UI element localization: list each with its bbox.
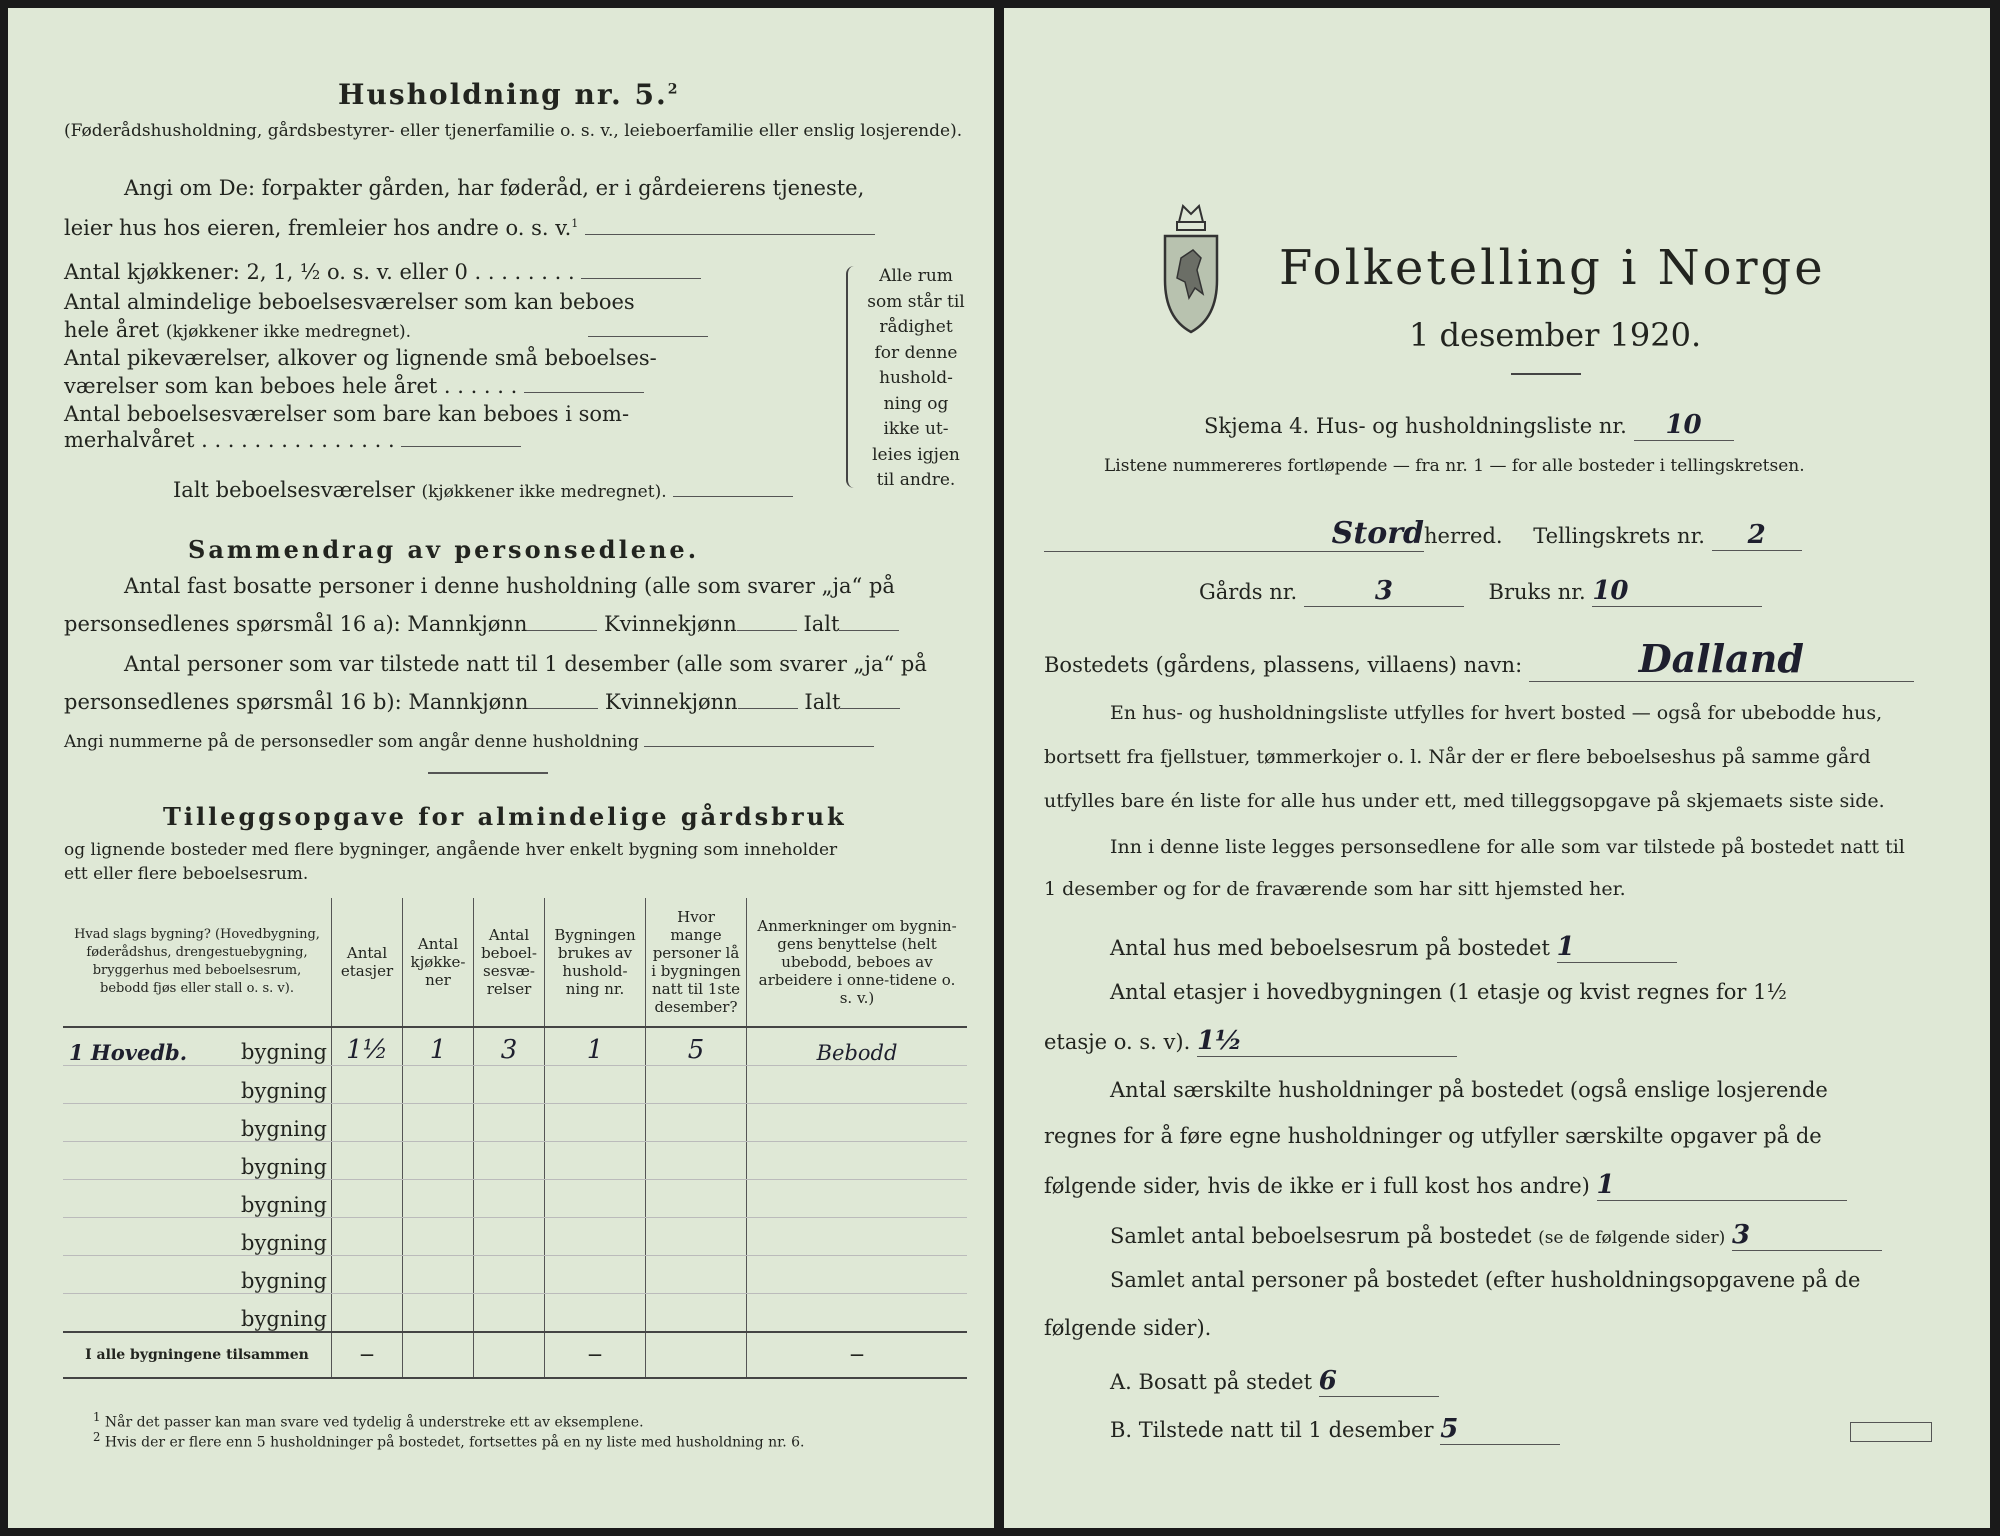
hus-field[interactable]: 1: [1557, 932, 1677, 963]
tilstede-label: B. Tilstede natt til 1 desember: [1110, 1418, 1434, 1442]
cell-personer[interactable]: [646, 1256, 747, 1294]
cell-personer[interactable]: [646, 1218, 747, 1256]
divider: [428, 772, 548, 774]
angi-line2: leier hus hos eieren, fremleier hos andre o. s. v.: [64, 216, 572, 240]
side-note-line: Alle rum: [879, 266, 953, 286]
total-label: I alle bygningene tilsammen: [63, 1332, 332, 1378]
q-kjokkener-row: [64, 260, 701, 284]
side-note-brace: [846, 266, 862, 488]
left-page: [8, 8, 994, 1528]
table-row: [63, 1027, 967, 1066]
gards-field[interactable]: 3: [1304, 576, 1464, 607]
cell-personer[interactable]: [646, 1294, 747, 1333]
rum-field[interactable]: 3: [1732, 1220, 1882, 1251]
sum-tilst-mann-field[interactable]: [528, 708, 598, 709]
etasjer-field[interactable]: 1½: [1197, 1026, 1457, 1057]
q-alm-answer[interactable]: [588, 336, 708, 337]
cell-bygning[interactable]: bygning: [63, 1066, 332, 1104]
cell-kjokkener[interactable]: 1: [403, 1027, 474, 1066]
side-note-line: til andre.: [876, 470, 956, 490]
numbering-note: Listene nummereres fortløpende — fra nr. 1 — for alle bosteder i tellingskretsen.: [1104, 456, 1805, 476]
census-date: 1 desember 1920.: [1409, 316, 1702, 354]
cell-anm[interactable]: [747, 1256, 968, 1294]
cell-anm[interactable]: [747, 1104, 968, 1142]
q-ialt-row: [173, 478, 793, 502]
cell-kjokkener[interactable]: [403, 1142, 474, 1180]
krets-label: Tellingskrets nr.: [1533, 524, 1705, 548]
q-sommer1: Antal beboelsesværelser som bare kan beboes i som-: [64, 402, 630, 426]
household-subtitle: (Føderådshusholdning, gårdsbestyrer- eller tjenerfamilie o. s. v., leieboerfamilie eller enslig losjerende).: [64, 121, 963, 141]
instr-2: bortsett fra fjellstuer, tømmerkojer o. l. Når der er flere beboelseshus på samme gård: [1044, 746, 1871, 768]
cell-kjokkener[interactable]: [403, 1256, 474, 1294]
footnote-2-row: $^2$ Hvis der er flere enn 5 husholdninger på bostedet, fortsettes på en ny liste med husholdning nr. 6.: [93, 1430, 805, 1451]
title-divider: [1511, 373, 1581, 375]
hush-label1: Antal særskilte husholdninger på bostedet (også enslige losjerende: [1110, 1078, 1828, 1102]
sum-tilst-ialt: Ialt: [804, 690, 841, 714]
side-note-line: rådighet: [879, 317, 953, 337]
angi-line1: Angi om De: forpakter gården, har føderåd, er i gårdeierens tjeneste,: [124, 176, 865, 200]
q-pike2: værelser som kan beboes hele året . . . . . .: [64, 374, 518, 398]
cell-rum[interactable]: [474, 1180, 545, 1218]
cell-kjokkener[interactable]: [403, 1218, 474, 1256]
footnote-1: Når det passer kan man svare ved tydelig å understreke ett av eksemplene.: [104, 1414, 644, 1431]
q-sommer2: merhalvåret . . . . . . . . . . . . . . .: [64, 428, 395, 452]
herred-row: [1044, 516, 1802, 552]
herred-field[interactable]: Stord: [1044, 516, 1424, 552]
col-rum-header: Antal beboel-sesvæ-relser: [474, 898, 545, 1027]
skjema-label: Skjema 4. Hus- og husholdningsliste nr.: [1204, 414, 1627, 438]
krets-field[interactable]: 2: [1712, 520, 1802, 551]
rum-note: (se de følgende sider): [1538, 1228, 1726, 1248]
cell-bygning[interactable]: bygning: [63, 1256, 332, 1294]
cell-bygning[interactable]: bygning: [63, 1180, 332, 1218]
cell-husholdning[interactable]: [545, 1066, 646, 1104]
col-bygning-header: Hvad slags bygning? (Hovedbygning, føderådshus, drengestuebygning, bryggerhus med beboelsesrum, bebodd fjøs eller stall o. s. v).: [63, 898, 332, 1027]
footnote-2: Hvis der er flere enn 5 husholdninger på bostedet, fortsettes på en ny liste med husholdning nr. 6.: [104, 1434, 805, 1451]
cell-personer[interactable]: [646, 1142, 747, 1180]
table-row: [63, 1104, 967, 1142]
sum-nummer: Angi nummerne på de personsedler som angår denne husholdning: [64, 732, 639, 752]
footnote-1-row: $^1$ Når det passer kan man svare ved tydelig å understreke ett av eksemplene.: [93, 1410, 644, 1431]
cell-etasjer[interactable]: [332, 1180, 403, 1218]
side-note-line: hushold-: [879, 368, 953, 388]
q-ialt: Ialt beboelsesværelser: [173, 478, 415, 502]
cell-etasjer[interactable]: [332, 1104, 403, 1142]
total-cell[interactable]: —: [545, 1332, 646, 1378]
tilstede-row: [1110, 1414, 1560, 1445]
side-note-line: leies igjen: [872, 444, 960, 465]
etasjer-row: [1044, 1026, 1457, 1057]
cell-anm[interactable]: [747, 1066, 968, 1104]
pers-label1: Samlet antal personer på bostedet (efter husholdningsopgavene på de: [1110, 1268, 1861, 1292]
tillegg-title: Tilleggsopgave for almindelige gårdsbruk: [163, 802, 847, 831]
gards-row: [1199, 576, 1762, 607]
q-kjokkener-answer[interactable]: [581, 278, 701, 279]
table-row: [63, 1256, 967, 1294]
cell-personer[interactable]: 5: [646, 1027, 747, 1066]
skjema-row: [1204, 410, 1734, 441]
sum-fast-row: [64, 612, 899, 636]
cell-bygning[interactable]: 1 Hovedb. bygning: [63, 1027, 332, 1066]
bosted-label: Bostedets (gårdens, plassens, villaens) navn:: [1044, 653, 1523, 677]
col-etasjer-header: Antal etasjer: [332, 898, 403, 1027]
sum-fast-kvinne-field[interactable]: [737, 630, 797, 631]
herred-label: herred.: [1424, 524, 1503, 548]
total-cell[interactable]: [474, 1332, 545, 1378]
cell-anm[interactable]: [747, 1294, 968, 1333]
cell-personer[interactable]: [646, 1104, 747, 1142]
cell-bygning[interactable]: bygning: [63, 1294, 332, 1333]
cell-etasjer[interactable]: 1½: [332, 1027, 403, 1066]
right-page: [1004, 8, 1990, 1528]
rum-row: [1110, 1220, 1882, 1251]
table-row: [63, 1142, 967, 1180]
sum-fast-mann-field[interactable]: [527, 630, 597, 631]
table-row: [63, 1066, 967, 1104]
cell-rum[interactable]: [474, 1142, 545, 1180]
sum-tilst-ialt-field[interactable]: [840, 708, 900, 709]
bosatt-label: A. Bosatt på stedet: [1110, 1370, 1313, 1394]
sum-tilst-row: [64, 690, 900, 714]
col-anm-header: Anmerkninger om bygnin-gens benyttelse (helt ubebodd, beboes av arbeidere i onne-tidene o. s. v.): [747, 898, 968, 1027]
side-note-line: ikke ut-: [883, 419, 949, 439]
instr-5: 1 desember og for de fraværende som har sitt hjemsted her.: [1044, 878, 1626, 900]
q-alm1: Antal almindelige beboelsesværelser som kan beboes: [64, 290, 635, 314]
sum-fast2: personsedlenes spørsmål 16 a): Mannkjønn: [64, 612, 528, 636]
cell-rum[interactable]: [474, 1256, 545, 1294]
q-alm2-row: [64, 318, 708, 342]
q-sommer-answer[interactable]: [401, 446, 521, 447]
cell-anm[interactable]: [747, 1180, 968, 1218]
side-note-line: for denne: [874, 342, 958, 363]
total-cell[interactable]: —: [747, 1332, 968, 1378]
q-kjokkener: Antal kjøkkener: 2, 1, ½ o. s. v. eller 0 . . . . . . . .: [64, 260, 575, 284]
cell-rum[interactable]: [474, 1294, 545, 1333]
hush-label3: følgende sider, hvis de ikke er i full kost hos andre): [1044, 1174, 1590, 1198]
table-row: [63, 1180, 967, 1218]
cell-kjokkener[interactable]: [403, 1180, 474, 1218]
side-note: [866, 264, 966, 494]
cell-etasjer[interactable]: [332, 1142, 403, 1180]
bosatt-field[interactable]: 6: [1319, 1366, 1439, 1397]
q-alm2-note: (kjøkkener ikke medregnet).: [165, 322, 412, 342]
total-cell[interactable]: —: [332, 1332, 403, 1378]
cell-bygning[interactable]: bygning: [63, 1142, 332, 1180]
hush-row: [1044, 1170, 1847, 1201]
sum-fast-ialt-field[interactable]: [839, 630, 899, 631]
q-pike1: Antal pikeværelser, alkover og lignende små beboelses-: [64, 346, 657, 370]
cell-husholdning[interactable]: [545, 1256, 646, 1294]
cell-rum[interactable]: [474, 1066, 545, 1104]
cell-rum[interactable]: [474, 1104, 545, 1142]
tillegg-sub1: og lignende bosteder med flere bygninger, angående hver enkelt bygning som inneholder: [64, 840, 838, 860]
cell-kjokkener[interactable]: [403, 1294, 474, 1333]
cell-husholdning[interactable]: 1: [545, 1027, 646, 1066]
cell-anm[interactable]: [747, 1142, 968, 1180]
cell-bygning[interactable]: bygning: [63, 1104, 332, 1142]
q-sommer2-row: [64, 428, 521, 452]
page-title: Folketelling i Norge: [1279, 240, 1826, 296]
cell-etasjer[interactable]: [332, 1294, 403, 1333]
total-row: [63, 1332, 967, 1378]
etasjer-label2: etasje o. s. v).: [1044, 1030, 1191, 1054]
col-husholdning-header: Bygningen brukes av hushold-ning nr.: [545, 898, 646, 1027]
instr-4: Inn i denne liste legges personsedlene for alle som var tilstede på bostedet natt til: [1110, 836, 1905, 858]
summary-title: Sammendrag av personsedlene.: [188, 535, 700, 564]
sum-tilst2: personsedlenes spørsmål 16 b): Mannkjønn: [64, 690, 529, 714]
col-personer-header: Hvor mange personer lå i bygningen natt til 1ste desember?: [646, 898, 747, 1027]
hus-row: [1110, 932, 1677, 963]
cell-kjokkener[interactable]: [403, 1104, 474, 1142]
tilstede-field[interactable]: 5: [1440, 1414, 1560, 1445]
bosatt-row: [1110, 1366, 1439, 1397]
table-row: [63, 1218, 967, 1256]
cell-husholdning[interactable]: [545, 1218, 646, 1256]
bruks-label: Bruks nr.: [1488, 580, 1586, 604]
hus-label: Antal hus med beboelsesrum på bostedet: [1110, 936, 1550, 960]
hush-label2: regnes for å føre egne husholdninger og utfyller særskilte opgaver på de: [1044, 1124, 1822, 1148]
side-note-line: som står til: [867, 291, 965, 312]
instr-3: utfylles bare én liste for alle hus under ett, med tilleggsopgave på skjemaets siste side.: [1044, 790, 1885, 812]
household-title-text: Husholdning nr. 5.: [338, 78, 668, 111]
cell-husholdning[interactable]: [545, 1180, 646, 1218]
skjema-nr-field[interactable]: 10: [1634, 410, 1734, 441]
printer-stamp: [1850, 1422, 1932, 1442]
gards-label: Gårds nr.: [1199, 580, 1298, 604]
cell-etasjer[interactable]: [332, 1256, 403, 1294]
sum-nummer-row: [64, 732, 874, 752]
cell-personer[interactable]: [646, 1180, 747, 1218]
instr-1: En hus- og husholdningsliste utfylles for hvert bosted — også for ubebodde hus,: [1110, 702, 1883, 724]
rum-label: Samlet antal beboelsesrum på bostedet: [1110, 1224, 1532, 1248]
cell-anm[interactable]: [747, 1218, 968, 1256]
cell-etasjer[interactable]: [332, 1218, 403, 1256]
pers-label2: følgende sider).: [1044, 1316, 1212, 1340]
cell-husholdning[interactable]: [545, 1104, 646, 1142]
cell-personer[interactable]: [646, 1066, 747, 1104]
table-row: [63, 1294, 967, 1333]
total-cell[interactable]: [646, 1332, 747, 1378]
bruks-field[interactable]: 10: [1592, 576, 1762, 607]
sum-fast-kvinne: Kvinnekjønn: [604, 612, 737, 636]
etasjer-label1: Antal etasjer i hovedbygningen (1 etasje og kvist regnes for 1½: [1110, 980, 1787, 1004]
cell-bygning[interactable]: bygning: [63, 1218, 332, 1256]
hush-field[interactable]: 1: [1597, 1170, 1847, 1201]
q-alm2: hele året: [64, 318, 160, 342]
sum-fast-ialt: Ialt: [803, 612, 840, 636]
q-pike2-row: [64, 374, 644, 398]
cell-rum[interactable]: 3: [474, 1027, 545, 1066]
sum-nummer-field[interactable]: [644, 746, 874, 747]
household-title-sup: 2: [667, 81, 680, 98]
cell-husholdning[interactable]: [545, 1142, 646, 1180]
norway-crest-icon: [1159, 198, 1223, 338]
sum-tilst-kvinne-field[interactable]: [738, 708, 798, 709]
cell-husholdning[interactable]: [545, 1294, 646, 1333]
bosted-field[interactable]: Dalland: [1529, 636, 1914, 682]
total-cell[interactable]: [403, 1332, 474, 1378]
cell-kjokkener[interactable]: [403, 1066, 474, 1104]
sum-tilst-kvinne: Kvinnekjønn: [605, 690, 738, 714]
household-title: [338, 78, 680, 111]
angi-line2-row: leier hus hos eieren, fremleier hos andre o. s. v.$^1$: [64, 216, 875, 240]
cell-rum[interactable]: [474, 1218, 545, 1256]
q-ialt-note: (kjøkkener ikke medregnet).: [421, 482, 667, 502]
cell-etasjer[interactable]: [332, 1066, 403, 1104]
angi-answer-line[interactable]: [585, 234, 875, 235]
tillegg-sub2: ett eller flere beboelsesrum.: [64, 864, 309, 884]
side-note-line: ning og: [883, 393, 949, 414]
col-kjokkener-header: Antal kjøkke-ner: [403, 898, 474, 1027]
bosted-row: [1044, 636, 1914, 682]
building-table: [63, 898, 967, 1379]
q-pike-answer[interactable]: [524, 392, 644, 393]
sum-tilst1: Antal personer som var tilstede natt til 1 desember (alle som svarer „ja“ på: [124, 652, 927, 676]
cell-anm[interactable]: Bebodd: [747, 1027, 968, 1066]
sum-fast1: Antal fast bosatte personer i denne husholdning (alle som svarer „ja“ på: [124, 574, 895, 598]
q-ialt-answer[interactable]: [673, 496, 793, 497]
